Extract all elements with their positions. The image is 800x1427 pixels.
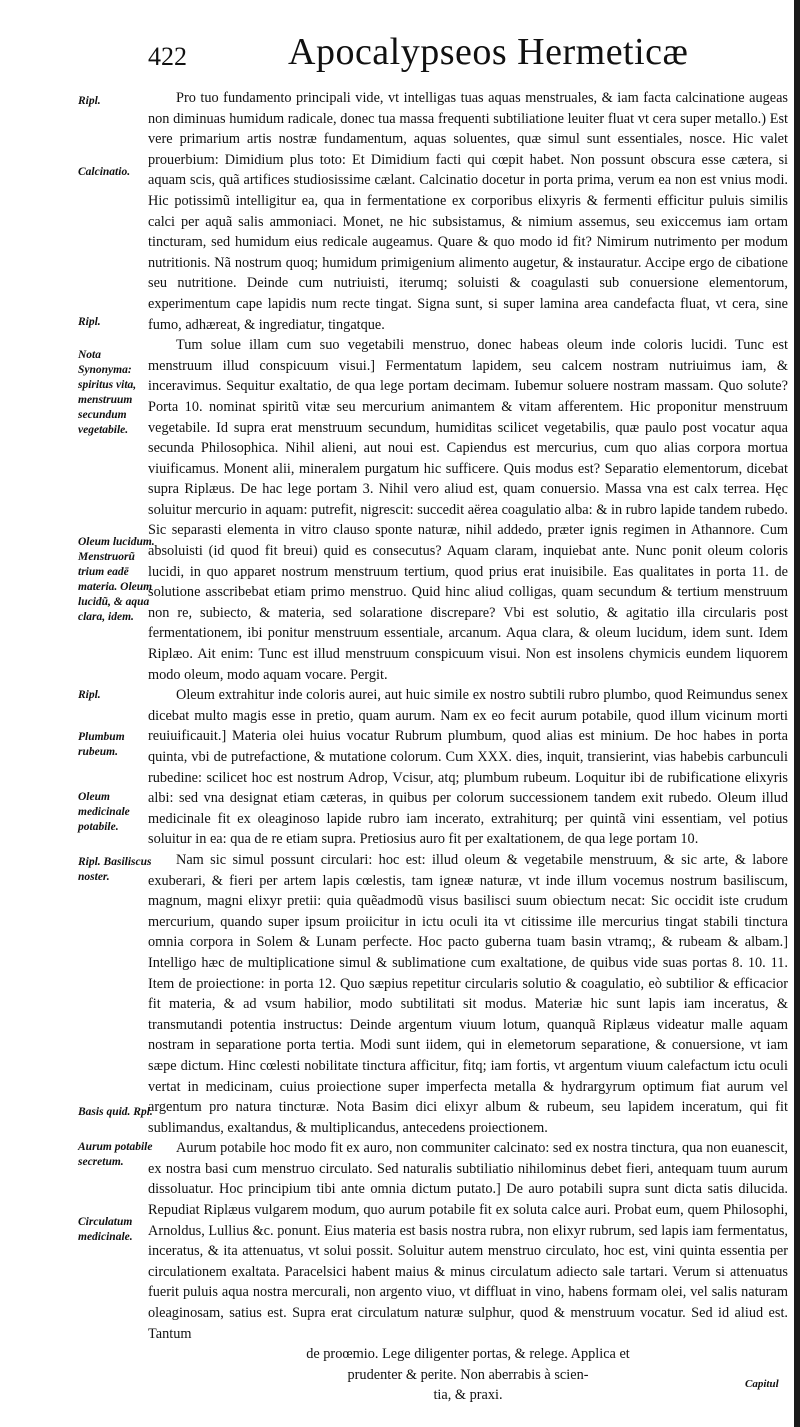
- page-edge-shadow: [794, 0, 800, 1427]
- margin-note: Ripl. Basiliscus noster.: [78, 856, 152, 883]
- paragraph: Nam sic simul possunt circulari: hoc est: illud oleum & vegetabile menstruum, & sic arte, & labore exuberari, & fieri per artem lapis cœlestis, tam igneæ naturæ, vt inde illum vocemus nostrum basiliscum, magnum, magni elixyr pretii: quia quẽadmodũ visus basilisci suum obiectum necat: Sic occidit iste crudum mercurium, quando super ipsum proiicitur in ictu oculi ita vt citissime ille mercurius tingat stabili tinctura omnia corpora in Solem & Lunam perfecte. Hoc pacto guberna tuam basin vtramq;, & rubeam & albam.] Intelligo hæc de multiplicatione simul & sublimatione cum exaltatione, de quibus vide suas portas 8. 10. 11. Item de proiectione: in porta 12. Quo sæpius repetitur circularis solutio & coagulatio, eò subtilior & efficacior fit materia, & ad vsum habilior, modo subtilitati sit modus. Materiæ hic sunt lapis iam inceratus, & transmutandi potentia instructus: Deinde argentum viuum lotum, quanquã Riplæus videatur malle aquam nostram in separatione porta tertia. Modi sunt iidem, qui in elemetorum separatione, & conuersione, vt iam sæpe dictum. Hinc cœlesti nobilitate tinctura afficitur, fitq; iam fortis, vt argentum viuum calefactum ictu oculi vertat in medicinam, cuius proiectione super imperfecta metalla & hydrargyrum optimum fiat aurum vel argentum pro natura tincturæ. Nota Basim dici elixyr album & rubeum, seu lapidem inceratum, qui fit sublimandus, exaltandus, & multiplicandus, antecedens proiectionem.: [148, 851, 788, 1136]
- margin-note: Aurum potabile secretum.: [78, 1141, 153, 1168]
- margin-notes: [78, 90, 158, 1370]
- margin-note: Circulatum medicinale.: [78, 1216, 133, 1243]
- margin-note: Calcinatio.: [78, 166, 131, 178]
- closing-line: tia, & praxi.: [433, 1387, 503, 1404]
- main-text: [148, 88, 788, 1404]
- margin-note: Plumbum rubeum.: [78, 731, 125, 758]
- paragraph: Aurum potabile hoc modo fit ex auro, non communiter calcinato: sed ex nostra tinctura, qua non euanescit, ex nostra basi cum menstruo circulato. Sed naturalis subtiliatio nihilominus debet fieri, antequam tuum aurum dissoluatur. Hoc principium tibi ante omnia dictum putato.] De auro potabili supra sunt dicta satis dilucida. Repudiat Riplæus vulgarem modum, quo aurum potabile fit ex soluta calce auri. Probat eum, quem Philosophi, Arnoldus, Lullius &c. ponunt. Eius materia est basis nostra rubra, non elixyr rubrum, sed lapis iam fermentatus, inceratus, & ita attenuatus, vt solui possit. Soluitur autem menstruo circulato, hoc est, vini quinta essentia per circulationem exaltata. Paracelsici habent maius & minus circulatum adiecto sale tartari. Verum si attenuatus fuerit puluis aqua nostra mercurali, non argento viuo, vt diffluat in vino, habens formam olei, vel salis naturam oleaginosam, satius est. Supra erat circulatum naturæ sulphur, quod & menstruum vocatur. Sed id aliud est. Tantum: [148, 1140, 788, 1342]
- running-title: Apocalypseos Hermeticæ: [288, 31, 689, 73]
- margin-note: Nota Synonyma: spiritus vita, menstruum secundum vegetabile.: [78, 349, 137, 436]
- margin-note: Ripl.: [78, 316, 101, 328]
- closing-line: prudenter & perite. Non aberrabis à scien-: [347, 1366, 589, 1383]
- catchword: Capitul: [745, 1378, 779, 1390]
- page-number: 422: [148, 42, 187, 71]
- page-header: [148, 30, 793, 74]
- margin-note: Oleum lucidum. Menstruorũ trium eadē materia. Oleum lucidũ, & aqua clara, idem.: [78, 536, 155, 623]
- margin-note: Ripl.: [78, 95, 101, 107]
- paragraph: Tum solue illam cum suo vegetabili menstruo, donec habeas oleum inde coloris lucidi. Tunc est menstruum illud conspicuum visui.] Fermentatum lapidem, seu calcem nostram nutriuimus iam, & inceravimus. Sequitur exaltatio, de qua lege portam decimam. Iubemur soluere nostram massam. Quo solute? Porta 10. nominat spiritũ vitæ seu mercurium animantem & vitam afferentem. Hic proponitur menstruum vegetabile. Id supra erat menstruum secundum, humiditas scilicet vegetabilis, quæ paulo post vocatur aqua secunda Philosophica. Nihil alieni, aut noui est. Capiendus est mercurius, cum quo alias corpora mortua viuificamus. Monent alii, mineralem purgatum hic sufficere. Quis modus est? Separatio elementorum, dicebat supra Riplæus. De hac lege portam 3. Nihil vero aliud est, quam conuersio. Massa vna est calx terrea. Hęc soluitur mercurio in aquam: putrefit, nigrescit: succedit aërea coagulatio alba: & in rubro lapide tandem rubedo. Sic separasti elementa in vitro clauso sponte naturæ, nihil addedo, præter ignis regimen in Athannore. Cum absoluisti (id quod fit breui) quid es consecutus? Aquam claram, inquiebat ante. Nunc ponit oleum coloris lucidi, in quo apparet nostrum menstruum tertium, quod prius erat inuisibile. Eas qualitates in porta 11. de solutione asscribebat etiam primo menstruo. Quid hinc aliud colligas, quam secundum & tertium menstruum non re, subiecto, & materia, sed solaratione discrepare? Vbi est solutio, & agitatio illa circularis post fermentationem, ibi ponitur menstruum essentiale, arcanum. Aqua clara, & oleum lucidum, idem sunt. Idem Riplæo. Ait enim: Tunc est illud menstruum conspicuum visui. Non est insolens chymicis eundem liquorem modo oleum, modo aquam vocare. Pergit.: [148, 337, 788, 683]
- closing-line: de proœmio. Lege diligenter portas, & relege. Applica et: [306, 1346, 630, 1363]
- margin-note: Oleum medicinale potabile.: [78, 791, 130, 833]
- paragraph: Pro tuo fundamento principali vide, vt intelligas tuas aquas menstruales, & iam facta calcinatione augeas non diminuas humidum radicale, donec tua massa frequenti subtiliatione leuiter fluat vt cera super metallo.) Est vere primarium artis nostræ fundamentum, aquas soluentes, quæ simul sunt essentiales, nosce. Hic valet prouerbium: Dimidium plus toto: Et Dimidium facti qui cœpit habet. Non possunt obscura esse cætera, si aquam scis, quã artifices studiosissime cælant. Calcinatio docetur in porta prima, verum ea non est vnius modi. Hic potissimũ intelligitur ea, qua in fermentatione ex corporibus elixyris & fermenti efficitur puluis similis calci per aquã salis ammoniaci. Monet, ne hic subsistamus, & nimium assemus, seu exiccemus iam ortam tincturam, sed humidum eius redicale augeamus. Quare & quo modo id fit? Nimirum nutrimento per modum nutritionis. Nã nostrum quoq; humidum primigenium alimento augetur, & instauratur. Accipe ergo de cibatione seu nutritione. Deinde cum nutriuisti, iterumq; soluisti & coagulasti sub conuersione elementorum, experimentum cape lapidis num recte tingat. Signa sunt, si super lamina area candefacta fluat, vt cera, sine fumo, adhæreat, & ingrediatur, tingatque.: [148, 90, 788, 333]
- paragraph: Oleum extrahitur inde coloris aurei, aut huic simile ex nostro subtili rubro plumbo, quod Reimundus senex dicebat multo magis esse in pretio, quam aurum. Nam ex eo fecit aurum potabile, quod illum vicinum morti reuiuificauit.] Materia olei huius vocatur Rubrum plumbum, quod alias est minium. De hoc habes in porta quinta, vbi de putrefactione, & mutatione colorum. Cum XXX. dies, inquit, transierint, vias habebis carbunculi rubedine: scilicet hoc est nostrum Adrop, Vcisur, atq; plumbum rubeum. Loquitur ibi de rubificatione elixyris albi: sed vna designat etiam cæteras, in quibus per colorum successionem tandem exit rubedo. Oleum illud medicinale fit ex oleaginoso lapide rubro iam incerato, extrahiturq; per quintã vini essentiam, vel potius soluitur in ea: qua de re etiam supra. Pretiosius auro fit per exaltationem, de qua lege portam 10.: [148, 687, 788, 848]
- margin-note: Basis quid. Rpl.: [78, 1106, 153, 1118]
- margin-note: Ripl.: [78, 689, 101, 701]
